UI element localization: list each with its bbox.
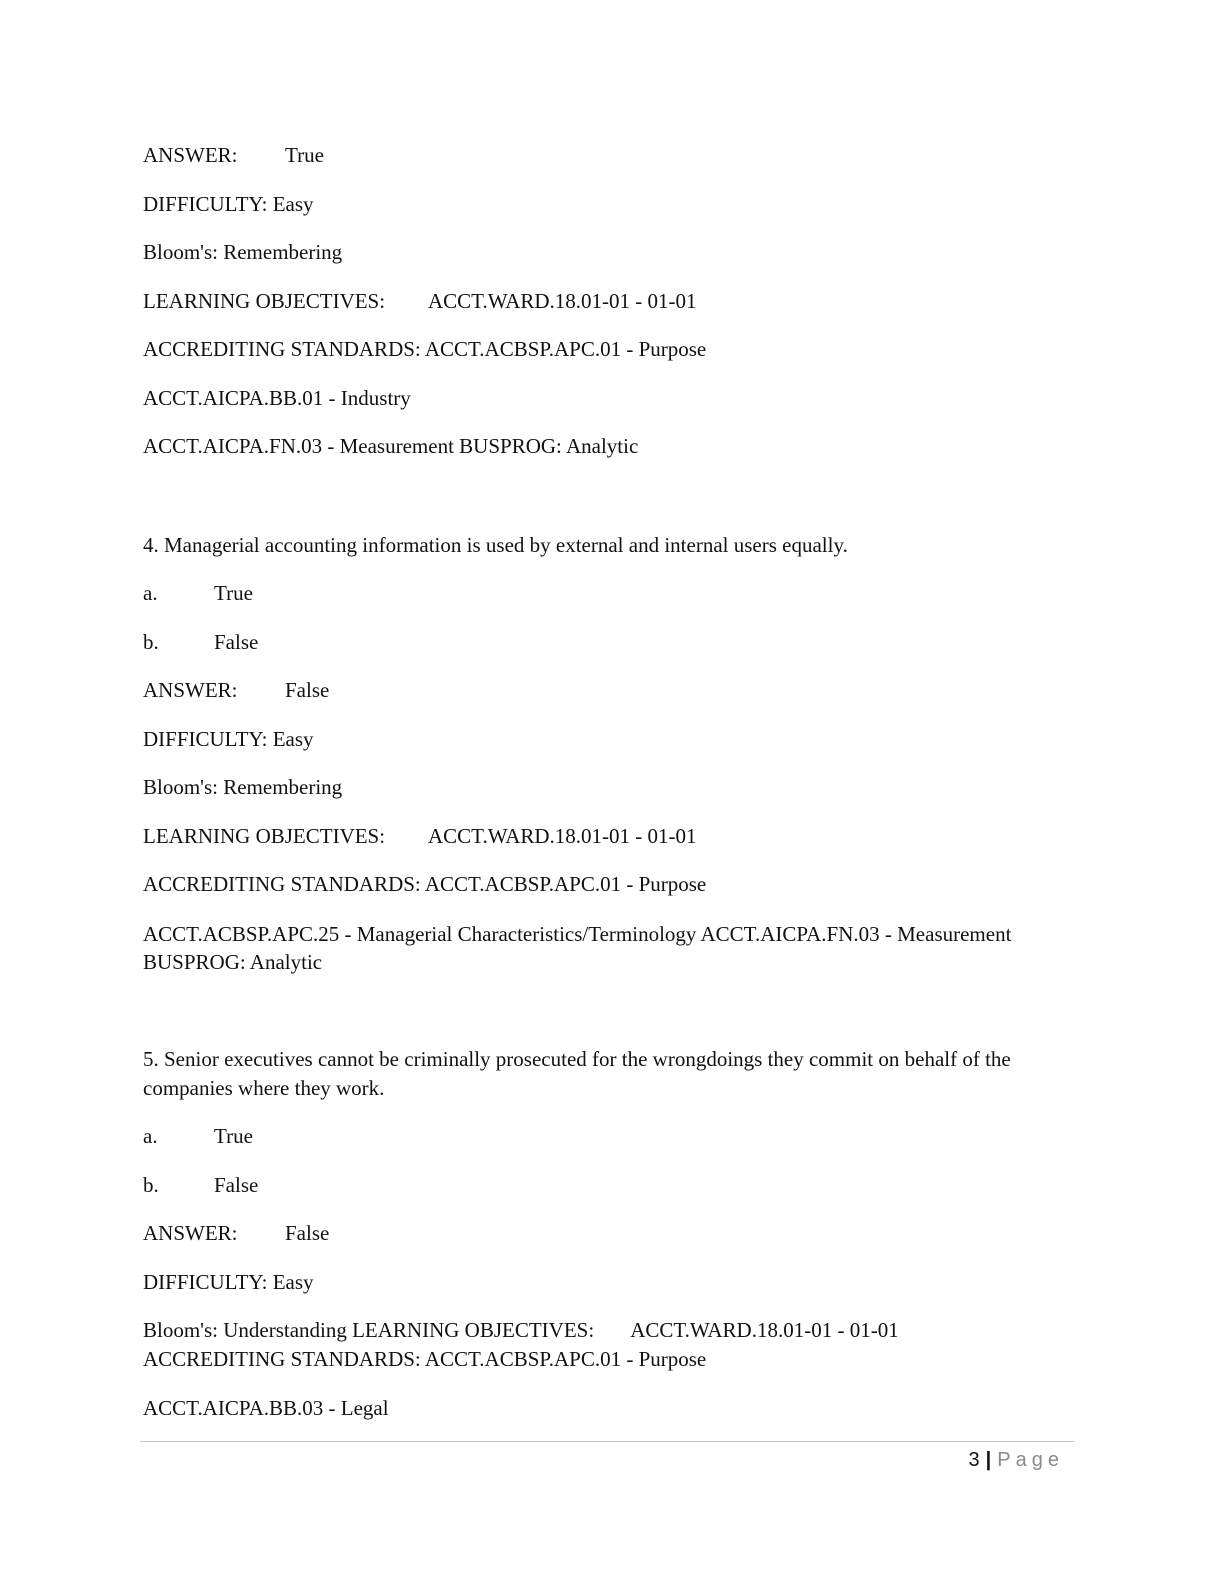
answer-value: True bbox=[285, 143, 324, 167]
option-letter: b. bbox=[143, 630, 159, 654]
page-separator: | bbox=[985, 1449, 992, 1471]
blooms-line: Bloom's: Remembering bbox=[143, 240, 343, 264]
answer-label: ANSWER: bbox=[143, 143, 238, 167]
question-5-text-line1: 5. Senior executives cannot be criminally prosecuted for the wrongdoings they commit on behalf of the bbox=[143, 1047, 1011, 1071]
question-4-text: 4. Managerial accounting information is used by external and internal users equally. bbox=[143, 533, 848, 557]
option-letter: a. bbox=[143, 581, 158, 605]
learning-objectives-value: ACCT.WARD.18.01-01 - 01-01 bbox=[630, 1318, 899, 1342]
learning-objectives-label: LEARNING OBJECTIVES: bbox=[143, 824, 386, 848]
accrediting-standards-line: ACCREDITING STANDARDS: ACCT.ACBSP.APC.01 - Purpose bbox=[143, 872, 707, 896]
standard-line: ACCT.AICPA.FN.03 - Measurement BUSPROG: Analytic bbox=[143, 434, 639, 458]
option-b bbox=[143, 1171, 258, 1199]
footer-divider bbox=[140, 1441, 1074, 1442]
answer-value: False bbox=[285, 1221, 330, 1245]
answer-line bbox=[143, 1219, 329, 1247]
option-letter: b. bbox=[143, 1173, 159, 1197]
difficulty-line: DIFFICULTY: Easy bbox=[143, 1270, 314, 1294]
accrediting-standards-line: ACCREDITING STANDARDS: ACCT.ACBSP.APC.01 - Purpose bbox=[143, 337, 707, 361]
option-text: False bbox=[214, 630, 259, 654]
option-a bbox=[143, 579, 253, 607]
option-b bbox=[143, 628, 258, 656]
answer-value: False bbox=[285, 678, 330, 702]
page-word: Page bbox=[997, 1449, 1064, 1471]
blooms-line: Bloom's: Remembering bbox=[143, 775, 343, 799]
option-text: True bbox=[214, 581, 253, 605]
standard-line: ACCT.AICPA.BB.03 - Legal bbox=[143, 1396, 389, 1420]
learning-objectives-label: LEARNING OBJECTIVES: bbox=[143, 289, 386, 313]
answer-label: ANSWER: bbox=[143, 678, 238, 702]
blooms-learning-objectives-line bbox=[143, 1316, 899, 1344]
answer-line bbox=[143, 676, 329, 704]
learning-objectives-line bbox=[143, 287, 697, 315]
answer-line bbox=[143, 141, 324, 169]
learning-objectives-value: ACCT.WARD.18.01-01 - 01-01 bbox=[428, 289, 697, 313]
answer-label: ANSWER: bbox=[143, 1221, 238, 1245]
difficulty-line: DIFFICULTY: Easy bbox=[143, 727, 314, 751]
page-number: 3 bbox=[968, 1449, 980, 1471]
standard-line: ACCT.AICPA.BB.01 - Industry bbox=[143, 386, 411, 410]
learning-objectives-line bbox=[143, 822, 697, 850]
accrediting-standards-line: ACCREDITING STANDARDS: ACCT.ACBSP.APC.01 - Purpose bbox=[143, 1347, 707, 1371]
option-text: True bbox=[214, 1124, 253, 1148]
standard-line: BUSPROG: Analytic bbox=[143, 950, 323, 974]
option-letter: a. bbox=[143, 1124, 158, 1148]
page-footer bbox=[969, 1446, 1064, 1474]
standard-line: ACCT.ACBSP.APC.25 - Managerial Characteristics/Terminology ACCT.AICPA.FN.03 - Measurement bbox=[143, 922, 1012, 946]
learning-objectives-value: ACCT.WARD.18.01-01 - 01-01 bbox=[428, 824, 697, 848]
option-text: False bbox=[214, 1173, 259, 1197]
difficulty-line: DIFFICULTY: Easy bbox=[143, 192, 314, 216]
option-a bbox=[143, 1122, 253, 1150]
question-5-text-line2: companies where they work. bbox=[143, 1076, 385, 1100]
blooms-learning-objectives-label: Bloom's: Understanding LEARNING OBJECTIVES: bbox=[143, 1318, 595, 1342]
